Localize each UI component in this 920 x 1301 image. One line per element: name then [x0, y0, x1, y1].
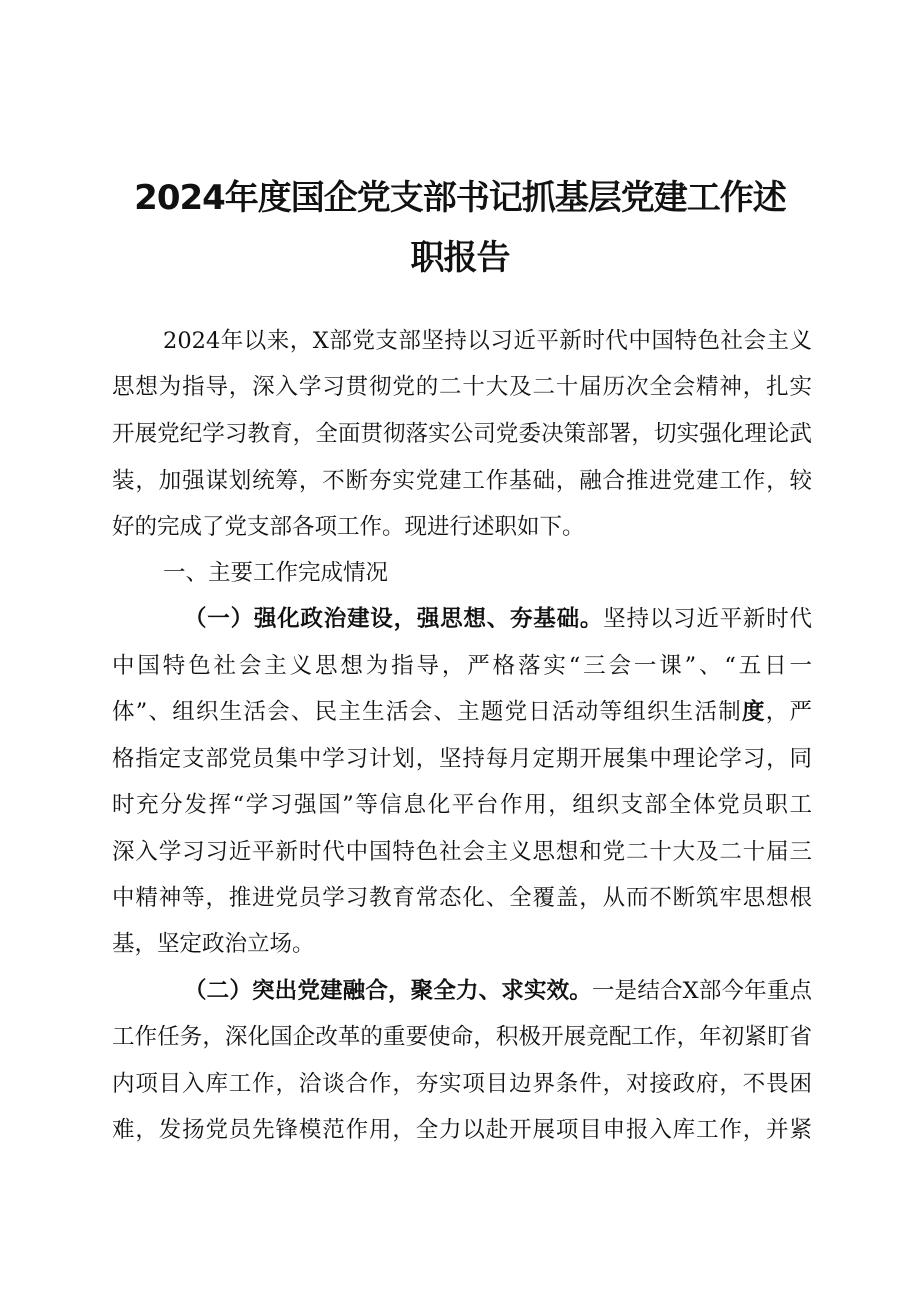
intro-line: 装，加强谋划统筹，不断夯实党建工作基础，融合推进党建工作，较 — [112, 468, 812, 494]
item-2-line: 内项目入库工作，洽谈合作，夯实项目边界条件，对接政府，不畏困 — [112, 1071, 812, 1097]
item-1-line-text: ，严 — [765, 699, 812, 725]
item-2-lead: （二）突出党建融合，聚全力、求实效。 — [184, 978, 592, 1004]
item-1-lead: （一）强化政治建设，强思想、夯基础。 — [184, 606, 604, 632]
item-1-line — [112, 697, 812, 727]
document-title-line-1: 2024年度国企党支部书记抓基层党建工作述 — [134, 178, 786, 218]
item-1-line: 基，坚定政治立场。 — [112, 931, 315, 957]
item-1-first-line-text: 坚持以习近平新时代 — [603, 606, 812, 632]
section-heading: 一、主要工作完成情况 — [163, 560, 389, 586]
item-2-first-line-text: 一是结合X部今年重点 — [591, 978, 812, 1004]
item-1-line: 中国特色社会主义思想为指导，严格落实“三会一课”、“五日一 — [112, 653, 812, 679]
item-2-first-line — [184, 976, 812, 1006]
item-1-first-line — [184, 604, 812, 634]
intro-line: 开展党纪学习教育，全面贯彻落实公司党委决策部署，切实强化理论武 — [112, 421, 812, 447]
item-1-line: 中精神等，推进党员学习教育常态化、全覆盖，从而不断筑牢思想根 — [112, 885, 812, 911]
item-1-emph-char: 度 — [741, 699, 766, 725]
item-1-line: 格指定支部党员集中学习计划，坚持每月定期开展集中理论学习，同 — [112, 746, 812, 772]
item-2-line: 难，发扬党员先锋模范作用，全力以赴开展项目申报入库工作，并紧 — [112, 1117, 812, 1143]
item-1-line: 深入学习习近平新时代中国特色社会主义思想和党二十大及二十届三 — [112, 839, 812, 865]
intro-line: 思想为指导，深入学习贯彻党的二十大及二十届历次全会精神，扎实 — [112, 374, 812, 400]
item-1-line-text: 体”、组织生活会、民主生活会、主题党日活动等组织生活制 — [112, 699, 742, 725]
intro-line: 2024年以来，X部党支部坚持以习近平新时代中国特色社会主义 — [163, 328, 812, 354]
intro-line: 好的完成了党支部各项工作。现进行述职如下。 — [112, 514, 585, 540]
item-1-line: 时充分发挥“学习强国”等信息化平台作用，组织支部全体党员职工 — [112, 792, 812, 818]
document-title-line-2: 职报告 — [410, 238, 510, 278]
item-2-line: 工作任务，深化国企改革的重要使命，积极开展竞配工作，年初紧盯省 — [112, 1024, 812, 1050]
